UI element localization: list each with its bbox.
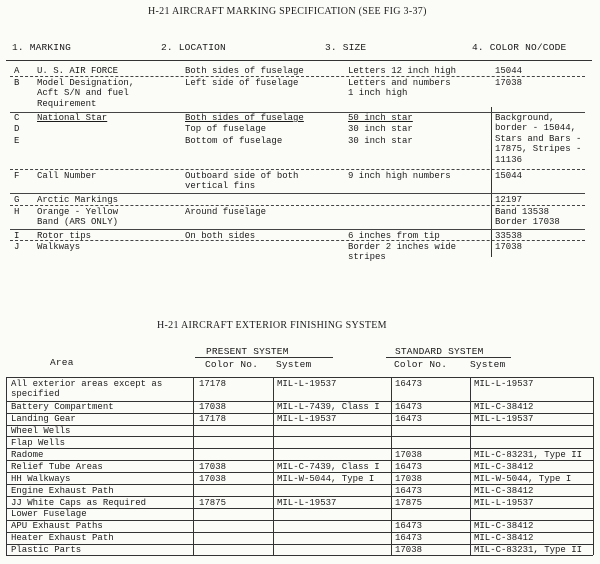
standard-system-label: STANDARD SYSTEM <box>395 346 484 357</box>
spec-color-cell: Background, <box>495 113 555 123</box>
spec-size-cell: 30 inch star <box>348 136 413 146</box>
finish-area-cell: HH Walkways <box>11 473 71 484</box>
spec-location-cell: Around fuselage <box>185 207 267 217</box>
present-system-cell: MIL-L-19537 <box>277 414 337 425</box>
finish-area-cell: Plastic Parts <box>11 545 82 556</box>
spec-location-cell: Bottom of fuselage <box>185 136 283 146</box>
present-system-cell: MIL-L-7439, Class I <box>277 402 380 413</box>
standard-color-cell: 16473 <box>395 521 423 532</box>
standard-system-cell: MIL-C-83231, Type II <box>474 545 583 556</box>
standard-system-rule <box>386 357 511 358</box>
spec-row-id: J <box>14 242 20 252</box>
present-color-cell: 17038 <box>199 461 227 472</box>
present-color-cell: 17038 <box>199 473 227 484</box>
spec-color-cell: Stars and Bars - <box>495 133 582 144</box>
present-color-cell: 17875 <box>199 497 227 508</box>
spec-marking-cell: Acft S/N and fuel <box>37 88 129 99</box>
spec-marking-cell: Model Designation, <box>37 78 135 88</box>
finish-area-cell: Battery Compartment <box>11 402 114 413</box>
standard-color-cell: 17038 <box>395 473 423 484</box>
finish-title: H-21 AIRCRAFT EXTERIOR FINISHING SYSTEM <box>157 320 387 331</box>
spec-color-cell: 33538 <box>495 231 523 241</box>
table-col-rule <box>193 377 194 555</box>
finish-area-cell: Engine Exhaust Path <box>11 485 114 496</box>
standard-system-cell: MIL-C-38412 <box>474 521 534 532</box>
spec-size-cell: 50 inch star <box>348 113 413 123</box>
standard-system-cell: MIL-C-38412 <box>474 461 534 472</box>
present-color-cell: 17178 <box>199 414 227 425</box>
standard-color-label: Color No. <box>394 359 448 370</box>
spec-color-cell: 15044 <box>495 66 523 76</box>
spec-color-cell: 12197 <box>495 195 523 205</box>
spec-size-cell: stripes <box>348 252 386 263</box>
header-color: 4. COLOR NO/CODE <box>472 42 567 53</box>
row-divider <box>10 193 585 194</box>
table-col-rule <box>273 377 274 555</box>
finish-area-cell: Lower Fuselage <box>11 509 87 520</box>
spec-location-cell: Both sides of fuselage <box>185 113 304 123</box>
spec-row-id: F <box>14 171 20 181</box>
table-col-rule <box>470 377 471 555</box>
spec-size-cell: 1 inch high <box>348 88 408 99</box>
standard-system-cell: MIL-C-38412 <box>474 402 534 413</box>
spec-marking-cell: Rotor tips <box>37 231 92 241</box>
present-system-cell: MIL-W-5044, Type I <box>277 473 375 484</box>
spec-marking-cell: Call Number <box>37 171 97 181</box>
table-rule <box>6 436 593 437</box>
finish-area-cell: APU Exhaust Paths <box>11 521 103 532</box>
standard-color-cell: 16473 <box>395 533 423 544</box>
spec-marking-cell: U. S. AIR FORCE <box>37 66 119 76</box>
finish-area-label: Area <box>50 357 74 368</box>
spec-marking-cell: Band (ARS ONLY) <box>37 217 119 228</box>
spec-color-cell: 11136 <box>495 154 523 165</box>
present-color-label: Color No. <box>205 359 259 370</box>
spec-row-id: G <box>14 195 20 205</box>
spec-row-id: D <box>14 124 20 134</box>
spec-row-id: I <box>14 231 20 241</box>
standard-color-cell: 16473 <box>395 402 423 413</box>
standard-color-cell: 16473 <box>395 461 423 472</box>
present-system-cell: MIL-C-7439, Class I <box>277 461 380 472</box>
spec-size-cell: Letters and numbers <box>348 78 451 88</box>
finish-area-cell: Wheel Wells <box>11 426 71 437</box>
spec-size-cell: Letters 12 inch high <box>348 66 457 76</box>
spec-location-cell: Both sides of fuselage <box>185 66 304 76</box>
spec-location-cell: Left side of fuselage <box>185 78 299 88</box>
spec-marking-cell: National Star <box>37 113 108 123</box>
standard-color-cell: 17038 <box>395 449 423 460</box>
standard-color-cell: 16473 <box>395 485 423 496</box>
standard-system-cell: MIL-W-5044, Type I <box>474 473 572 484</box>
spec-marking-cell: Orange - Yellow <box>37 207 119 217</box>
row-divider <box>10 169 585 170</box>
table-col-rule <box>391 377 392 555</box>
table-rule <box>6 508 593 509</box>
standard-system-cell: MIL-L-19537 <box>474 497 534 508</box>
finish-area-cell: All exterior areas except as <box>11 378 163 389</box>
present-color-cell: 17038 <box>199 402 227 413</box>
spec-color-cell: 15044 <box>495 171 523 181</box>
spec-color-cell: border - 15044, <box>495 123 577 134</box>
standard-system-cell: MIL-C-38412 <box>474 533 534 544</box>
spec-size-cell: 9 inch high numbers <box>348 171 451 181</box>
table-col-rule <box>593 377 594 555</box>
spec-location-cell: vertical fins <box>185 181 256 192</box>
header-marking: 1. MARKING <box>12 42 72 53</box>
spec-location-cell: On both sides <box>185 231 256 241</box>
spec-row-id: A <box>14 66 20 76</box>
finish-area-cell: Heater Exhaust Path <box>11 533 114 544</box>
spec-marking-cell: Arctic Markings <box>37 195 119 205</box>
finish-area-cell: Relief Tube Areas <box>11 461 103 472</box>
spec-row-id: B <box>14 78 20 88</box>
present-color-cell: 17178 <box>199 378 227 389</box>
table-col-rule <box>6 377 7 555</box>
present-system-rule <box>195 357 333 358</box>
standard-system-cell: MIL-C-83231, Type II <box>474 449 583 460</box>
spec-color-cell: Border 17038 <box>495 217 560 228</box>
standard-color-cell: 17875 <box>395 497 423 508</box>
finish-area-cell: Landing Gear <box>11 414 76 425</box>
header-location: 2. LOCATION <box>161 42 226 53</box>
standard-color-cell: 16473 <box>395 414 423 425</box>
spec-marking-cell: Requirement <box>37 98 97 109</box>
table-rule <box>6 425 593 426</box>
present-system-label: PRESENT SYSTEM <box>206 346 289 357</box>
spec-row-id: C <box>14 113 20 123</box>
finish-area-cell: Radome <box>11 449 44 460</box>
spec-location-cell: Outboard side of both <box>185 171 299 181</box>
finish-area-cell: Flap Wells <box>11 438 66 448</box>
standard-system-col-label: System <box>470 359 506 370</box>
finish-area-cell: JJ White Caps as Required <box>11 497 147 508</box>
present-system-cell: MIL-L-19537 <box>277 378 337 389</box>
spec-top-rule <box>6 60 592 61</box>
spec-row-id: E <box>14 136 20 146</box>
spec-size-cell: Border 2 inches wide <box>348 242 457 252</box>
spec-title: H-21 AIRCRAFT MARKING SPECIFICATION (SEE FIG 3-37) <box>148 6 427 17</box>
header-size: 3. SIZE <box>325 42 367 53</box>
spec-location-cell: Top of fuselage <box>185 124 267 134</box>
standard-system-cell: MIL-L-19537 <box>474 414 534 425</box>
present-system-col-label: System <box>276 359 312 370</box>
spec-color-cell: 17875, Stripes - <box>495 144 582 155</box>
standard-color-cell: 16473 <box>395 378 423 389</box>
spec-color-cell: 17038 <box>495 78 523 88</box>
row-divider <box>10 229 585 230</box>
spec-color-divider <box>491 107 492 257</box>
spec-size-cell: 30 inch star <box>348 124 413 134</box>
table-rule <box>6 448 593 449</box>
present-system-cell: MIL-L-19537 <box>277 497 337 508</box>
spec-color-cell: 17038 <box>495 242 523 252</box>
spec-color-cell: Band 13538 <box>495 207 550 217</box>
spec-marking-cell: Walkways <box>37 242 81 252</box>
finish-area-cell: specified <box>11 388 60 399</box>
spec-size-cell: 6 inches from tip <box>348 231 440 241</box>
spec-row-id: H <box>14 207 20 217</box>
standard-system-cell: MIL-C-38412 <box>474 485 534 496</box>
standard-color-cell: 17038 <box>395 545 423 556</box>
standard-system-cell: MIL-L-19537 <box>474 378 534 389</box>
